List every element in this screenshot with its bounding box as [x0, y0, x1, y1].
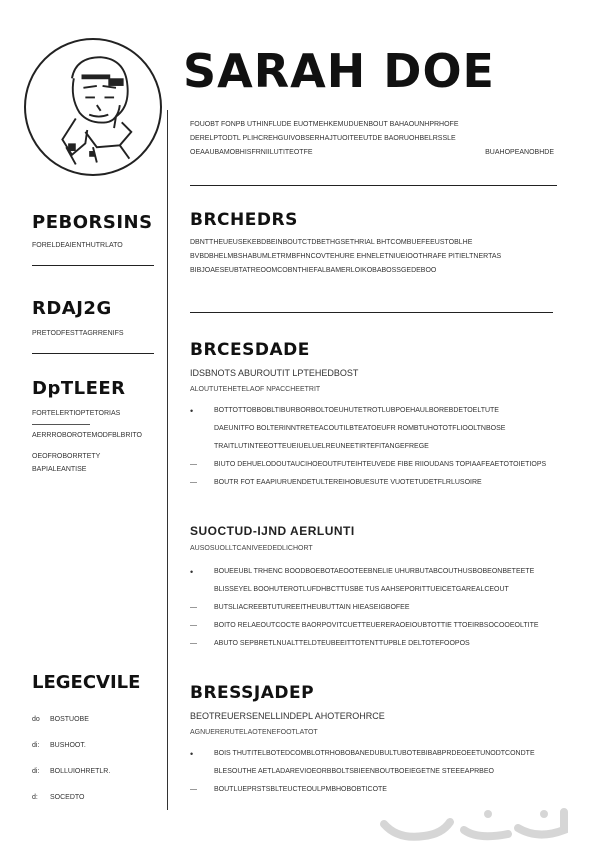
section-experience-3 [190, 683, 554, 799]
intro-right-note: BUAHOPEANOBHDE [485, 149, 554, 156]
section-line: BIBJOAESEUBTATREOOMCOBNTHIEFALBAMERLOIKOBABOSSGEDEBOO [190, 267, 437, 274]
language-key: d: [32, 794, 38, 801]
job-role: IDSBNOTS ABUROUTIT LPTEHEDBOST [190, 368, 359, 378]
intro-line: FOUOBT FONPB UTHINFLUDE EUOTMEHKEMUDUENBOUT BAHAOUNHPRHOFE [190, 121, 459, 128]
section-heading: BRESSJADEP [190, 683, 315, 703]
list-item: — BOUTLUEPRSTSBLTEUCTEOULPMBHOBOBTICOTE [190, 781, 554, 799]
profile-photo [24, 38, 162, 176]
sidebar-heading: PEBORSINS [32, 212, 153, 233]
language-row [32, 733, 157, 759]
language-value: SOCEDTO [50, 794, 85, 801]
language-key: di: [32, 742, 40, 749]
list-item: • BOUEEUBL TRHENC BOODBOEBOTAEOOTEEBNELIE UHURBUTABCOUTHUSBOBEONBETEETE [190, 563, 554, 581]
intro-summary [190, 118, 554, 160]
section-experience-1 [190, 340, 554, 492]
sidebar-line: OEOFROBORRTETY [32, 453, 101, 460]
sidebar-line: AERRROBOROTEMODFBLBRITO [32, 432, 142, 439]
haraj-logo-icon [368, 800, 578, 850]
list-item: • BOTTOTTOBBOBLTIBURBORBOLTOEUHUTETROTLUBPOEHAULBOREBDETOELTUTE [190, 402, 554, 420]
list-item: TRAITLUTINTEEOTTEUEIUELUELREUNEETIRTEFITANGEFREGE [214, 443, 429, 450]
watermark-logo [368, 800, 578, 850]
language-key: do [32, 716, 40, 723]
sidebar-heading: RDAJ2G [32, 298, 112, 319]
job-meta: AGNUERERUTELAOTENEFOOTLATOT [190, 729, 318, 736]
section-divider [190, 312, 553, 313]
language-key: di: [32, 768, 40, 775]
sidebar-line: FORELDEAIENTHUTRLATO [32, 242, 123, 249]
person-name: SARAH DOE [183, 44, 495, 98]
language-row [32, 707, 157, 733]
list-item: — BIUTO DEHUELODOUTAUCIHOEOUTFUTEIHTEUVEDE FIBE RIIOUDANS TOPIAAFEAETOTOIETIOPS [190, 456, 554, 474]
sidebar-heading: DpTLEER [32, 378, 126, 399]
sidebar-line: PRETODFESTTAGRRENIFS [32, 330, 124, 337]
list-item: DAEUNITFO BOLTERINNTRETEACOUTILBTEATOEUFR ROMBTUHOTOTFLIOOLTNBOSE [214, 425, 506, 432]
intro-line: DERELPTODTL PLIHCREHGUIVOBSERHAJTUOITEEUTDE BAORUOHBELRSSLE [190, 135, 456, 142]
sidebar-heading: LEGECVILE [32, 672, 141, 693]
language-row [32, 759, 157, 785]
list-item: BLISSEYEL BOOHUTEROTLUFDHBCTTUSBE TUS AAHSEPORITTUEICETGAREALCEOUT [214, 586, 509, 593]
sidebar-section-options [32, 378, 157, 476]
bullet-list [190, 563, 554, 653]
job-meta: ALOUTUTEHETELAOF NPACCHEETRIT [190, 386, 321, 393]
list-item: BLESOUTHE AETLADAREVIOEORBBOLTSBIEENBOUTBOEIEGETNE STEEEAPRBEO [214, 768, 494, 775]
language-value: BOLLUIOHRETLR. [50, 768, 111, 775]
sidebar-divider [32, 353, 154, 354]
list-item: — BUTSLIACREEBTUTUREEITHEUBUTTAIN HIEASEIGBOFEE [190, 599, 554, 617]
section-heading: BRCESDADE [190, 340, 310, 360]
sidebar-section-languages [32, 672, 157, 811]
sidebar-section-skills [32, 298, 157, 340]
bullet-list [190, 402, 554, 492]
column-divider [167, 110, 168, 810]
section-line: BVBDBHELMBSHABUMLETRMBFHNCOVTEHURE EHNELETNIUEIOOTHRAFE PITIELTNERTAS [190, 253, 502, 260]
section-objective [190, 210, 554, 278]
list-item: — BOUTR FOT EAAPIURUENDETULTEREIHOBUESUTE VUOTETUDETFLRLUSOIRE [190, 474, 554, 492]
list-item: — ABUTO SEPBRETLNUALTTELDTEUBEEITTOTENTTUPBLE DELTOTEFOOPOS [190, 635, 554, 653]
sidebar-line: FORTELERTIOPTETORIAS [32, 410, 121, 417]
section-line: DBNTTHEUEUSEKEBDBEINBOUTCTDBETHGSETHRIAL BHTCOMBUEFEEUSTOBLHE [190, 239, 473, 246]
language-value: BUSHOOT. [50, 742, 86, 749]
language-value: BOSTUOBE [50, 716, 89, 723]
sidebar-line: BAPIALEANTISE [32, 466, 87, 473]
sidebar-mini-divider [32, 424, 90, 425]
section-experience-2 [190, 524, 554, 653]
job-role: BEOTREUERSENELLINDEPL AHOTEROHRCE [190, 711, 385, 721]
list-item: • BOIS THUTITELBOTEDCOMBLOTRHOBOBANEDUBULTUBOTEBIBABPRDEOEETUNODTCONDTE [190, 745, 554, 763]
section-heading: BRCHEDRS [190, 210, 298, 230]
language-row [32, 785, 157, 811]
intro-line: OEAAUBAMOBHISFRNIILUTITEOTFE [190, 149, 313, 156]
job-meta: AUSOSUOLLTCANIVEEDEDLICHORT [190, 545, 313, 552]
portrait-sketch-icon [26, 40, 160, 174]
sidebar-divider [32, 265, 154, 266]
header-divider [190, 185, 557, 186]
bullet-list [190, 745, 554, 799]
sidebar-section-personal [32, 212, 157, 252]
list-item: — BOITO RELAEOUTCOCTE BAORPOVITCUETTEUERERAOEIOUBTOTTIE TTOEIRBSOCOOEOLTITE [190, 617, 554, 635]
subsection-heading: SUOCTUD-IJND AERLUNTI [190, 524, 355, 538]
